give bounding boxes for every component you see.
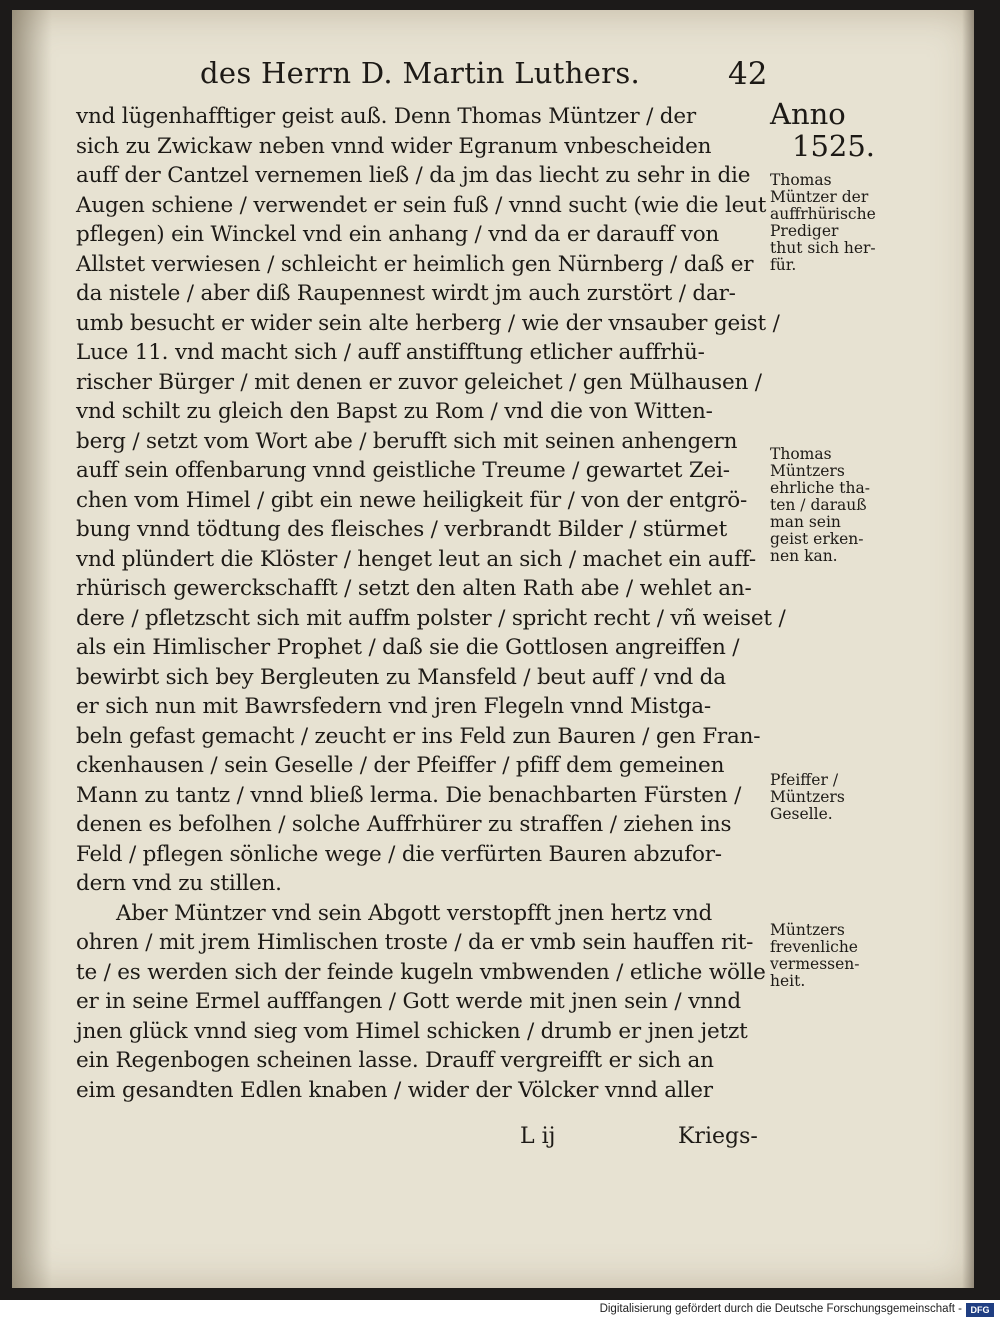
margin-note-line: Prediger [770, 222, 839, 240]
text-line: Allstet verwiesen / schleicht er heimlich gen Nürnberg / daß er [76, 251, 754, 277]
text-line: berg / setzt vom Wort abe / berufft sich mit seinen anhengern [76, 428, 738, 454]
text-line: bung vnnd tödtung des fleisches / verbrandt Bilder / stürmet [76, 517, 728, 542]
text-line: ohren / mit jrem Himlischen troste / da er vmb sein hauffen rit- [76, 930, 754, 955]
text-line: te / es werden sich der feinde kugeln vmbwenden / etliche wölle [76, 959, 766, 985]
page-number: 42 [728, 56, 768, 92]
margin-note-muentzer-preacher [770, 172, 876, 274]
text-line: dern vnd zu stillen. [76, 871, 282, 896]
margin-note-line: heit. [770, 972, 806, 990]
text-line: auff der Cantzel vernemen ließ / da jm das liecht zu sehr in die [76, 163, 751, 188]
text-line: rhürisch gewerckschafft / setzt den alten Rath abe / wehlet an- [76, 576, 752, 601]
text-line: chen vom Himel / gibt ein newe heiligkeit für / von der entgrö- [76, 487, 748, 513]
text-line: umb besucht er wider sein alte herberg / wie der vnsauber geist / [76, 310, 780, 336]
margin-note-line: Thomas [770, 445, 832, 463]
margin-note-muentzer-deeds [770, 446, 870, 565]
margin-year [770, 98, 875, 162]
text-line: als ein Himlischer Prophet / daß sie die Gottlosen angreiffen / [76, 635, 740, 660]
footer-bar [0, 1300, 1000, 1321]
margin-note-line: thut sich her- [770, 239, 876, 257]
margin-note-line: Müntzers [770, 788, 845, 806]
page-gutter-shadow [12, 10, 52, 1288]
margin-note-line: man sein [770, 513, 841, 531]
margin-note-line: für. [770, 256, 797, 274]
text-line: bewirbt sich bey Bergleuten zu Mansfeld / beut auff / vnd da [76, 664, 726, 690]
text-line: Augen schiene / verwendet er sein fuß / vnnd sucht (wie die leut [76, 192, 767, 218]
text-line: eim gesandten Edlen knaben / wider der Völcker vnnd aller [76, 1077, 713, 1103]
margin-note-line: Pfeiffer / [770, 771, 839, 789]
text-line: ckenhausen / sein Geselle / der Pfeiffer / pfiff dem gemeinen [76, 753, 725, 778]
page-edge-shadow [962, 10, 974, 1288]
margin-note-line: Müntzer der [770, 188, 869, 206]
text-line: er in seine Ermel aufffangen / Gott werde mit jnen sein / vnnd [76, 989, 741, 1014]
text-line: er sich nun mit Bawrsfedern vnd jren Flegeln vnnd Mistga- [76, 694, 711, 719]
text-line: ein Regenbogen scheinen lasse. Drauff vergreifft er sich an [76, 1048, 714, 1073]
text-line: Luce 11. vnd macht sich / auff anstifftung etlicher auffrhü- [76, 340, 705, 365]
margin-note-line: Geselle. [770, 805, 833, 823]
text-line: pflegen) ein Winckel vnd ein anhang / vnd da er darauff von [76, 222, 720, 247]
text-line: rischer Bürger / mit denen er zuvor geleichet / gen Mülhausen / [76, 369, 762, 395]
margin-year-line: Anno [770, 97, 846, 131]
text-line: dere / pfletzscht sich mit auffm polster / spricht recht / vñ weiset / [76, 605, 786, 631]
text-line: Mann zu tantz / vnnd bließ lerma. Die benachbarten Fürsten / [76, 782, 742, 808]
signature-mark: L ij [520, 1124, 556, 1149]
text-line: jnen glück vnnd sieg vom Himel schicken / drumb er jnen jetzt [76, 1018, 748, 1044]
text-line: vnd schilt zu gleich den Bapst zu Rom / vnd die von Witten- [76, 399, 713, 424]
text-line: denen es befolhen / solche Auffrhürer zu straffen / ziehen ins [76, 812, 732, 837]
margin-note-line: frevenliche [770, 938, 858, 956]
margin-note-line: vermessen- [770, 955, 860, 973]
text-line: da nistele / aber diß Raupennest wirdt jm auch zurstört / dar- [76, 281, 736, 306]
margin-note-line: Müntzers [770, 921, 845, 939]
margin-year-line: 1525. [792, 129, 876, 163]
margin-note-line: ten / darauß [770, 496, 867, 514]
text-line: Aber Müntzer vnd sein Abgott verstopfft jnen hertz vnd [116, 900, 713, 926]
margin-note-line: nen kan. [770, 547, 838, 565]
running-title: des Herrn D. Martin Luthers. [200, 56, 641, 90]
text-line: vnd lügenhafftiger geist auß. Denn Thomas Müntzer / der [76, 104, 696, 129]
margin-note-line: Müntzers [770, 462, 845, 480]
text-line: beln gefast gemacht / zeucht er ins Feld zun Bauren / gen Fran- [76, 723, 761, 749]
text-line: vnd plündert die Klöster / henget leut an sich / machet ein auff- [76, 546, 756, 572]
margin-note-pfeiffer [770, 772, 845, 823]
text-line: Feld / pflegen sönliche wege / die verfürten Bauren abzufor- [76, 841, 722, 867]
main-text-block [76, 102, 786, 1105]
text-line: auff sein offenbarung vnnd geistliche Treume / gewartet Zei- [76, 458, 730, 483]
margin-note-line: geist erken- [770, 530, 864, 548]
footer-credit: Digitalisierung gefördert durch die Deutsche Forschungsgemeinschaft - [599, 1303, 962, 1315]
margin-note-line: Thomas [770, 171, 832, 189]
margin-note-line: auffrhürische [770, 205, 876, 223]
dfg-logo: DFG [966, 1303, 994, 1317]
margin-note-muentzer-presumption [770, 922, 860, 990]
margin-note-line: ehrliche tha- [770, 479, 870, 497]
catchword: Kriegs- [678, 1124, 758, 1149]
text-line: sich zu Zwickaw neben vnnd wider Egranum vnbescheiden [76, 133, 712, 159]
